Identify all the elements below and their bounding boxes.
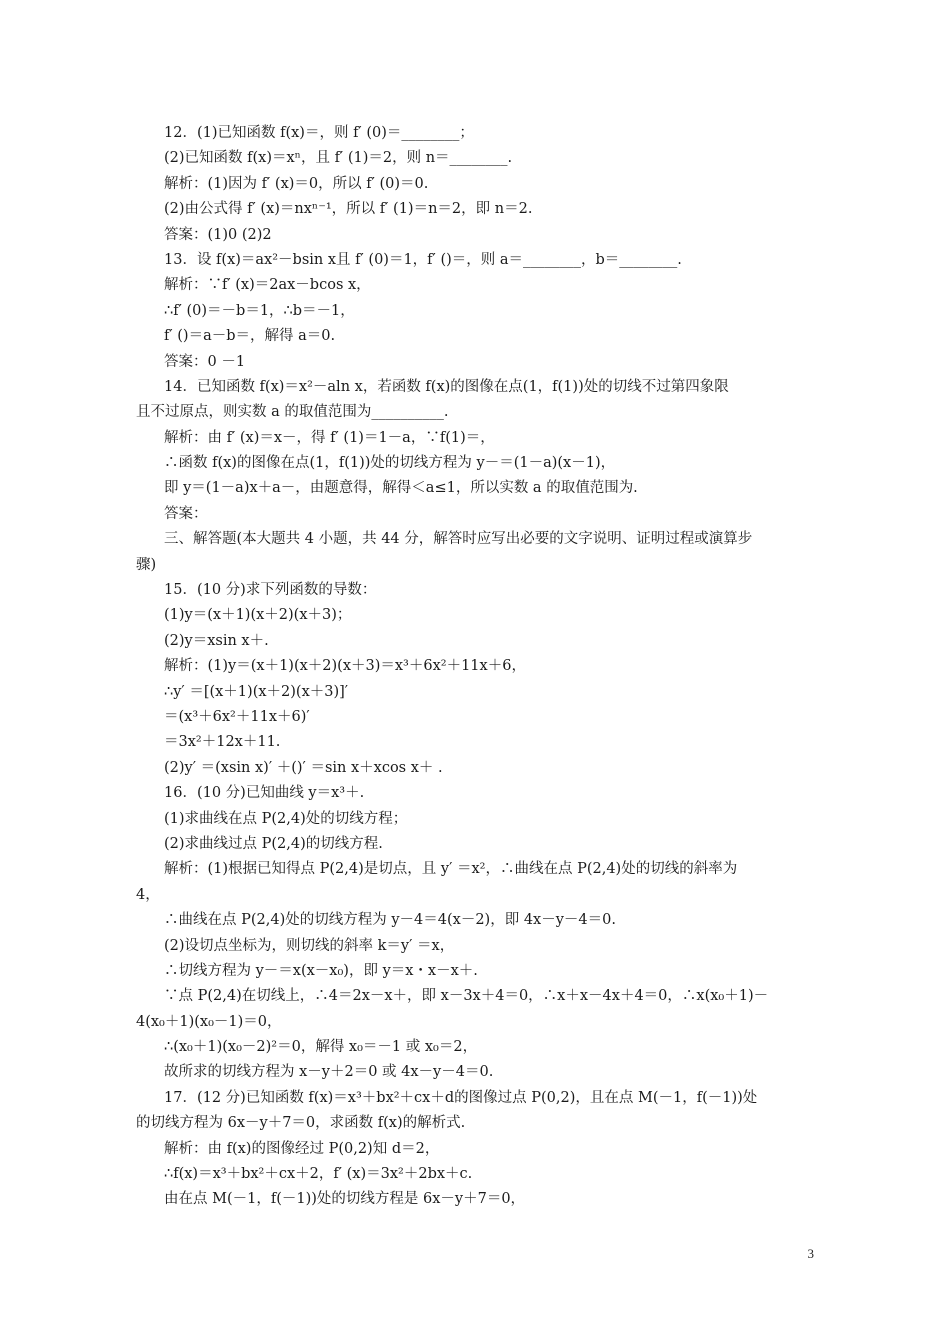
- text-line: 答案：0 －1: [164, 353, 246, 370]
- text-line: 答案：: [164, 505, 208, 522]
- text-line: 解析：(1)根据已知得点 P(2,4)是切点，且 y′ ＝x²，∴曲线在点 P(2,4)处的切线的斜率为: [164, 861, 738, 878]
- text-line: ＝3x²＋12x＋11.: [164, 734, 281, 751]
- text-line: 4(x₀＋1)(x₀－1)＝0，: [136, 1013, 282, 1030]
- text-line: 17．(12 分)已知函数 f(x)＝x³＋bx²＋cx＋d的图像过点 P(0,2)，且在点 M(－1，f(－1))处: [164, 1089, 758, 1106]
- text-line: ＝(x³＋6x²＋11x＋6)′: [164, 708, 310, 725]
- document-body: [136, 121, 816, 1213]
- text-line: 即 y＝(1－a)x＋a－，由题意得，解得＜a≤1，所以实数 a 的取值范围为.: [164, 480, 638, 497]
- text-line: ∴y′ ＝[(x＋1)(x＋2)(x＋3)]′: [164, 683, 349, 700]
- page-number: 3: [807, 1246, 814, 1261]
- text-line: ∴函数 f(x)的图像在点(1，f(1))处的切线方程为 y－＝(1－a)(x－1)，: [164, 455, 616, 472]
- text-line: 骤): [136, 556, 157, 573]
- text-line: 故所求的切线方程为 x－y＋2＝0 或 4x－y－4＝0.: [164, 1064, 494, 1081]
- text-line: 答案：(1)0 (2)2: [164, 226, 272, 243]
- text-line: (2)y＝xsin x＋.: [164, 632, 269, 649]
- text-line: (1)求曲线在点 P(2,4)处的切线方程；: [164, 810, 408, 827]
- text-line: (2)y′ ＝(xsin x)′ ＋()′ ＝sin x＋xcos x＋ .: [164, 759, 443, 776]
- text-line: 解析：∵f′ (x)＝2ax－bcos x，: [164, 277, 371, 294]
- text-line: (2)已知函数 f(x)＝xⁿ，且 f′ (1)＝2，则 n＝________.: [164, 150, 513, 167]
- text-line: 16．(10 分)已知曲线 y＝x³＋.: [164, 785, 365, 802]
- text-line: 解析：(1)y＝(x＋1)(x＋2)(x＋3)＝x³＋6x²＋11x＋6，: [164, 658, 526, 675]
- text-line: (2)设切点坐标为，则切线的斜率 k＝y′ ＝x，: [164, 937, 455, 954]
- text-line: ∴f′ (0)＝－b＝1，∴b＝－1，: [164, 302, 355, 319]
- text-line: (2)由公式得 f′ (x)＝nxⁿ⁻¹，所以 f′ (1)＝n＝2，即 n＝2.: [164, 201, 533, 218]
- text-line: (1)y＝(x＋1)(x＋2)(x＋3)；: [164, 607, 352, 624]
- text-line: ∵点 P(2,4)在切线上，∴4＝2x－x＋，即 x－3x＋4＝0，∴x＋x－4x＋4＝0，∴x(x₀＋1)－: [164, 988, 769, 1005]
- text-line: 12．(1)已知函数 f(x)＝，则 f′ (0)＝________；: [164, 125, 474, 141]
- text-line: 解析：(1)因为 f′ (x)＝0，所以 f′ (0)＝0.: [164, 175, 429, 192]
- text-line: 15．(10 分)求下列函数的导数：: [164, 582, 377, 599]
- text-line: ∴(x₀＋1)(x₀－2)²＝0，解得 x₀＝－1 或 x₀＝2，: [164, 1039, 478, 1056]
- text-line: f′ ()＝a－b＝，解得 a＝0.: [164, 328, 336, 345]
- text-line: 4，: [136, 886, 160, 903]
- text-line: 三、解答题(本大题共 4 小题，共 44 分，解答时应写出必要的文字说明、证明过程或演算步: [164, 531, 753, 548]
- text-line: ∴曲线在点 P(2,4)处的切线方程为 y－4＝4(x－2)，即 4x－y－4＝0.: [164, 912, 616, 929]
- text-line: 14．已知函数 f(x)＝x²－aln x，若函数 f(x)的图像在点(1，f(1))处的切线不过第四象限: [164, 378, 729, 395]
- text-line: 13．设 f(x)＝ax²－bsin x且 f′ (0)＝1，f′ ()＝，则 a＝________，b＝________.: [164, 251, 682, 268]
- text-line: ∴f(x)＝x³＋bx²＋cx＋2，f′ (x)＝3x²＋2bx＋c.: [164, 1166, 473, 1183]
- text-line: 的切线方程为 6x－y＋7＝0，求函数 f(x)的解析式.: [136, 1115, 466, 1132]
- text-line: 且不过原点，则实数 a 的取值范围为__________.: [136, 404, 449, 421]
- text-line: 解析：由 f(x)的图像经过 P(0,2)知 d＝2，: [164, 1140, 440, 1157]
- text-line: 解析：由 f′ (x)＝x－，得 f′ (1)＝1－a，∵f(1)＝，: [164, 429, 495, 446]
- text-line: ∴切线方程为 y－＝x(x－x₀)，即 y＝x・x－x＋.: [164, 962, 478, 979]
- text-line: 由在点 M(－1，f(－1))处的切线方程是 6x－y＋7＝0，: [164, 1191, 526, 1208]
- text-line: (2)求曲线过点 P(2,4)的切线方程.: [164, 835, 383, 852]
